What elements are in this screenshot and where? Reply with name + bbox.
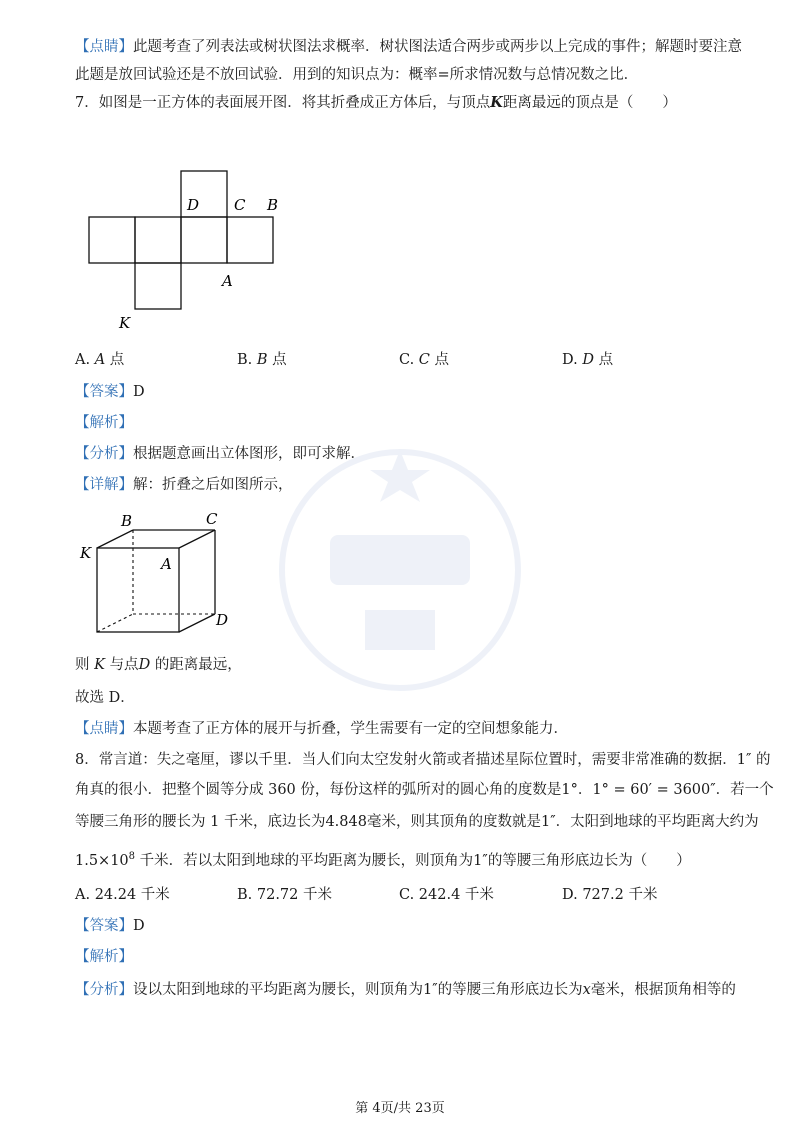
q7-stem: 7．如图是一正方体的表面展开图．将其折叠成正方体后，与顶点K距离最远的顶点是（ ） bbox=[75, 94, 677, 111]
net-label-d: D bbox=[187, 196, 200, 214]
q7-xiangjie: 【详解】解：折叠之后如图所示， bbox=[75, 477, 293, 493]
cube-label-k: K bbox=[80, 544, 92, 562]
dianjing-line-2: 此题是放回试验还是不放回试验．用到的知识点为：概率=所求情况数与总情况数之比． bbox=[75, 67, 639, 83]
q8-option-d: D. 727.2 千米 bbox=[562, 887, 658, 903]
cube-label-b: B bbox=[121, 512, 133, 530]
q8-answer: 【答案】D bbox=[75, 918, 145, 934]
net-label-k: K bbox=[119, 314, 131, 332]
net-square-1 bbox=[89, 217, 135, 263]
net-square-bottom bbox=[135, 263, 181, 309]
dianjing-line-1: 【点睛】此题考查了列表法或树状图法求概率．树状图法适合两步或两步以上完成的事件；解题时要注意 bbox=[75, 39, 742, 55]
q7-answer: 【答案】D bbox=[75, 384, 145, 400]
q8-stem-line-1: 8．常言道：失之毫厘，谬以千里．当人们向太空发射火箭或者描述星际位置时，需要非常准确的数据．1″ 的 bbox=[75, 752, 771, 768]
q8-option-c: C. 242.4 千米 bbox=[399, 887, 494, 903]
q7-dianjing: 【点睛】本题考查了正方体的展开与折叠，学生需要有一定的空间想象能力． bbox=[75, 721, 568, 737]
q8-stem-line-2: 角真的很小．把整个圆等分成 360 份，每份这样的弧所对的圆心角的度数是1°．1° = 60′ = 3600″．若一个 bbox=[75, 782, 774, 798]
cube-label-a: A bbox=[161, 555, 172, 573]
net-square-4 bbox=[227, 217, 273, 263]
cube-net-figure bbox=[80, 165, 300, 340]
q7-option-b: B. B 点 bbox=[237, 352, 287, 368]
q7-option-a: A. A 点 bbox=[75, 352, 125, 368]
q7-fenxi: 【分析】根据题意画出立体图形，即可求解． bbox=[75, 446, 365, 462]
cube-label-c: C bbox=[206, 510, 218, 528]
q7-jiexi-heading: 【解析】 bbox=[75, 415, 133, 431]
cube-figure bbox=[75, 508, 245, 638]
q7-guxuan: 故选 D． bbox=[75, 690, 135, 706]
net-square-3 bbox=[181, 217, 227, 263]
q7-option-c: C. C 点 bbox=[399, 352, 450, 368]
q8-option-b: B. 72.72 千米 bbox=[237, 887, 332, 903]
q7-conclusion: 则 K 与点D 的距离最远， bbox=[75, 657, 242, 673]
net-square-2 bbox=[135, 217, 181, 263]
q7-option-d: D. D 点 bbox=[562, 352, 614, 368]
net-label-a: A bbox=[222, 272, 233, 290]
q8-option-a: A. 24.24 千米 bbox=[75, 887, 170, 903]
q8-fenxi: 【分析】设以太阳到地球的平均距离为腰长，则顶角为1″的等腰三角形底边长为x毫米，根据顶角相等的 bbox=[75, 982, 736, 998]
q8-jiexi-heading: 【解析】 bbox=[75, 949, 133, 965]
net-label-b: B bbox=[267, 196, 279, 214]
watermark-logo bbox=[270, 440, 530, 700]
cube-label-d: D bbox=[216, 611, 229, 629]
page-footer: 第 4页/共 23页 bbox=[355, 1101, 445, 1116]
q8-stem-line-4: $1.5\times 10^8$ 千米．若以太阳到地球的平均距离为腰长，则顶角为1″的等腰三角形底边长为（ ） bbox=[75, 851, 691, 869]
q8-stem-line-3: 等腰三角形的腰长为 1 千米，底边长为4.848毫米，则其顶角的度数就是1″．太阳到地球的平均距离大约为 bbox=[75, 814, 759, 830]
net-label-c: C bbox=[234, 196, 246, 214]
